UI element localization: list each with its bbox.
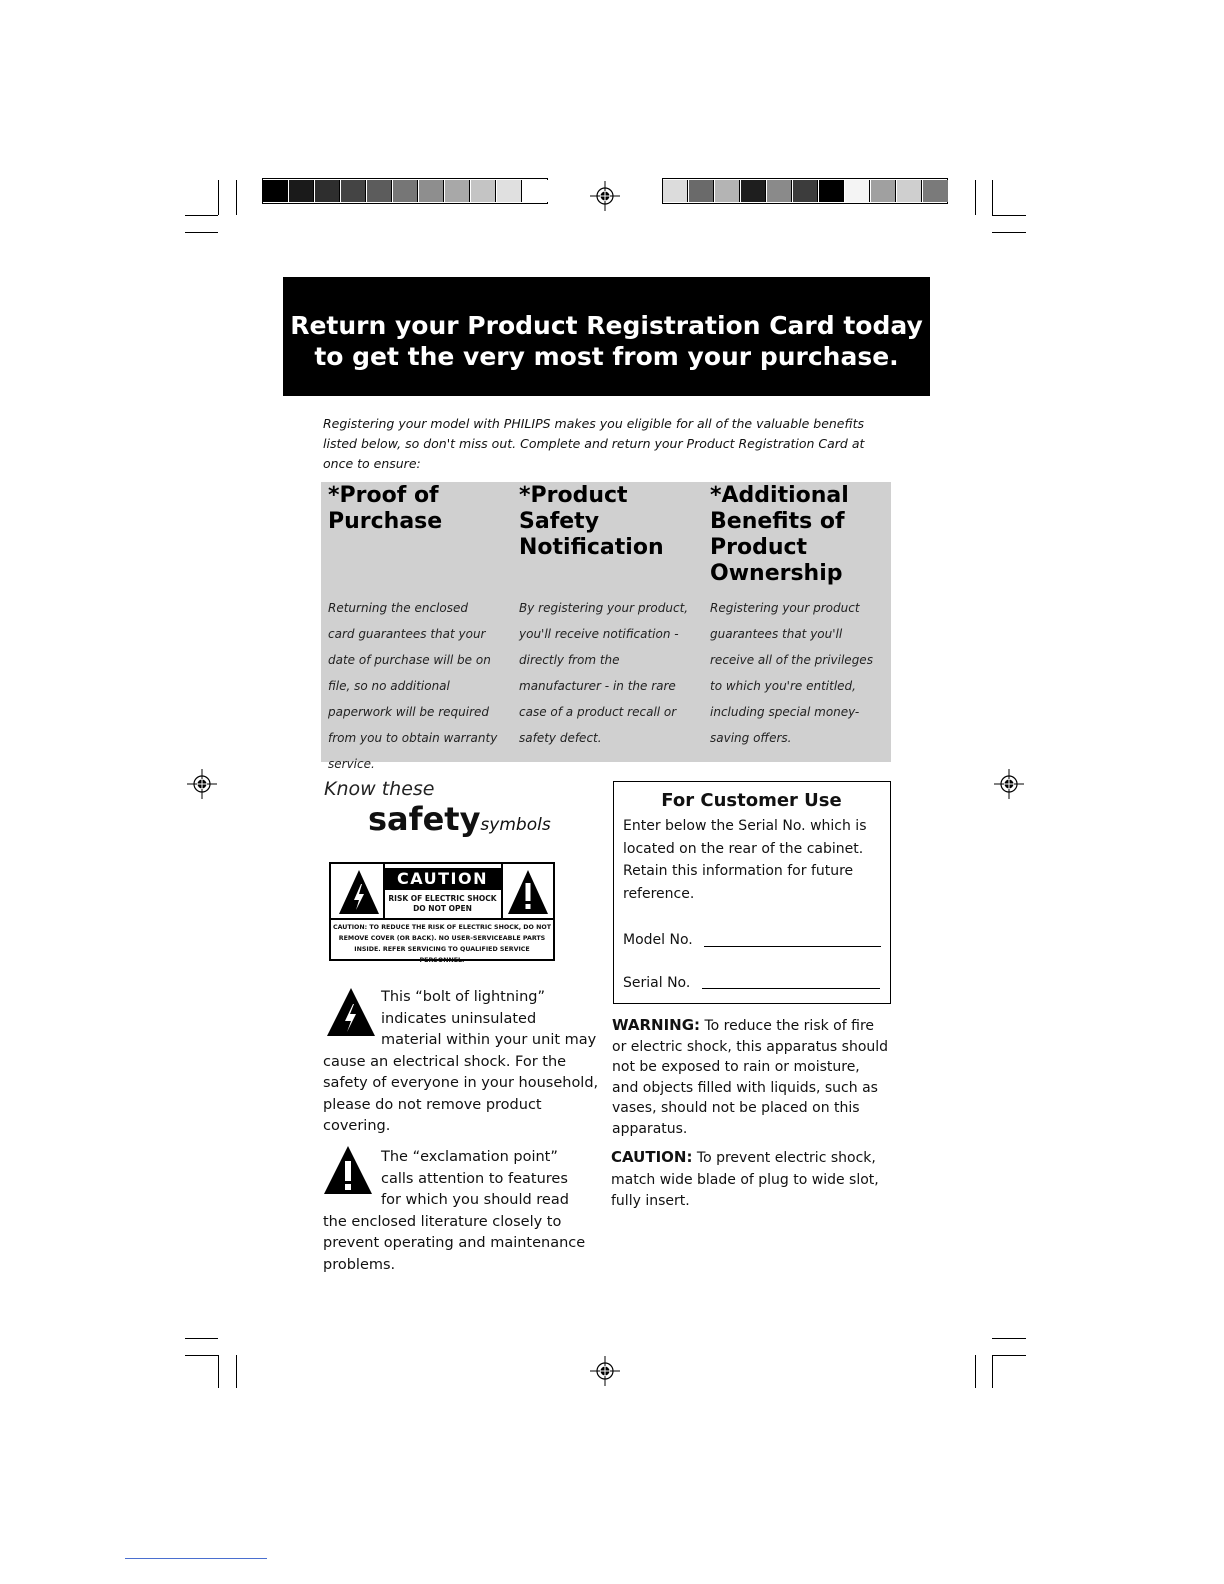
serial-number-label: Serial No. bbox=[623, 975, 691, 991]
risk-line-1: RISK OF ELECTRIC SHOCK bbox=[388, 894, 497, 903]
registration-target-icon bbox=[187, 769, 217, 799]
serial-number-field[interactable] bbox=[702, 988, 880, 989]
benefit-text: Registering your product guarantees that you'll receive all of the privileges to which you're entitled, including special money-saving offers. bbox=[710, 601, 873, 745]
benefit-title: *Proof of Purchase bbox=[328, 483, 443, 534]
caution-label bbox=[329, 862, 555, 964]
benefit-title: *Product Safety Notification bbox=[519, 483, 664, 560]
bolt-explanation bbox=[323, 987, 599, 1138]
benefit-text: By registering your product, you'll receive notification - directly from the manufacturer - in the rare case of a product recall or safety defect. bbox=[519, 601, 689, 745]
know-these-label: Know these bbox=[324, 778, 435, 800]
banner-line-1: Return your Product Registration Card today bbox=[290, 311, 923, 340]
bolt-text: This “bolt of lightning” indicates uninsulated material within your unit may cause an electrical shock. For the safety of everyone in your household, please do not remove product covering. bbox=[323, 989, 599, 1134]
registration-target-icon bbox=[590, 1356, 620, 1386]
model-number-label: Model No. bbox=[623, 932, 693, 948]
customer-use-title: For Customer Use bbox=[661, 790, 842, 811]
caution-small-line-1: CAUTION: TO REDUCE THE RISK OF ELECTRIC SHOCK, DO NOT bbox=[332, 924, 551, 931]
customer-use-text: Enter below the Serial No. which is located on the rear of the cabinet. Retain this information for future reference. bbox=[623, 818, 867, 902]
benefit-additional bbox=[710, 483, 892, 745]
caution-notice bbox=[611, 1147, 891, 1213]
caution-small-line-3: INSIDE. REFER SERVICING TO QUALIFIED SERVICE PERSONNEL. bbox=[354, 946, 530, 964]
benefit-product-safety bbox=[519, 483, 701, 745]
customer-use-box bbox=[613, 781, 891, 1004]
registration-target-icon bbox=[590, 181, 620, 211]
benefit-title: *Additional Benefits of Product Ownership bbox=[710, 483, 849, 586]
benefit-proof-of-purchase bbox=[328, 483, 510, 771]
exclamation-explanation bbox=[323, 1147, 589, 1276]
exclaim-text: The “exclamation point” calls attention to features for which you should read the enclosed literature closely to prevent operating and maintenance problems. bbox=[323, 1149, 586, 1273]
caution-title: CAUTION bbox=[384, 868, 501, 890]
registration-target-icon bbox=[994, 769, 1024, 799]
safety-symbols-heading bbox=[368, 800, 551, 838]
warning-text: To reduce the risk of fire or electric shock, this apparatus should not be exposed to rain or moisture, and objects filled with liquids, such as vases, should not be placed on this apparatus. bbox=[612, 1018, 889, 1137]
benefit-text: Returning the enclosed card guarantees that your date of purchase will be on file, so no additional paperwork will be required from you to obtain warranty service. bbox=[328, 601, 498, 771]
risk-line-2: DO NOT OPEN bbox=[413, 904, 472, 913]
exclamation-warning-icon bbox=[506, 868, 550, 916]
intro-text: Registering your model with PHILIPS makes you eligible for all of the valuable benefits listed below, so don't miss out. Complete and return your Product Registration Card at once to ensure: bbox=[323, 416, 865, 471]
caution-text: To prevent electric shock, match wide blade of plug to wide slot, fully insert. bbox=[611, 1150, 879, 1209]
warning-label: WARNING: bbox=[612, 1016, 701, 1034]
model-number-field[interactable] bbox=[704, 946, 881, 947]
caution-small-line-2: REMOVE COVER (OR BACK). NO USER-SERVICEABLE PARTS bbox=[338, 935, 546, 942]
registration-banner bbox=[283, 277, 930, 396]
footer-link-underline bbox=[125, 1558, 267, 1559]
safety-word: safety bbox=[368, 800, 481, 838]
symbols-word: symbols bbox=[480, 815, 551, 835]
warning-notice bbox=[612, 1015, 890, 1139]
lightning-warning-icon bbox=[337, 868, 381, 916]
banner-line-2: to get the very most from your purchase. bbox=[314, 342, 899, 371]
caution-label-text: CAUTION: bbox=[611, 1148, 693, 1166]
